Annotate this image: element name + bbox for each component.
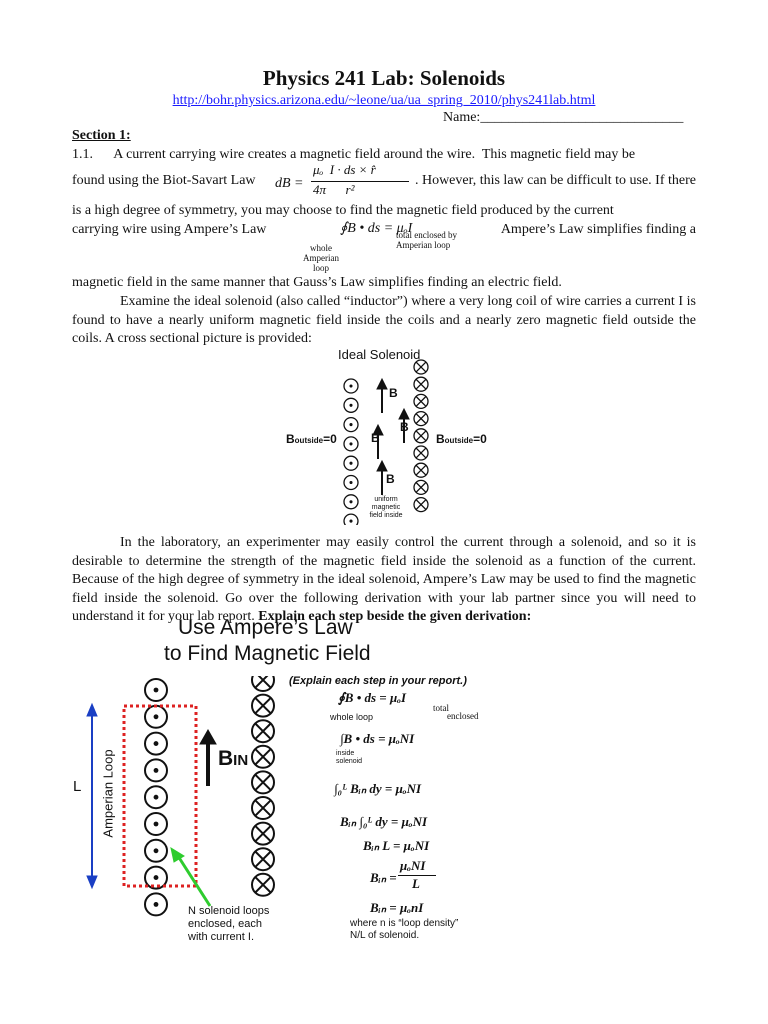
step-4: Bᵢₙ ∫₀ᴸ dy = μₒNI [340, 814, 428, 829]
para3 [72, 534, 696, 627]
where-line2: N/L of solenoid. [350, 930, 420, 941]
b-outside-left-val: =0 [323, 432, 337, 446]
b-outside-left [286, 432, 337, 446]
step-1-sub-whole: whole loop [330, 712, 374, 722]
uniform-field-label [364, 496, 408, 520]
current-out-dot-center [349, 423, 352, 426]
current-out-dot-center [349, 481, 352, 484]
amperian-word: Amperian [303, 253, 339, 263]
whole-word: whole [310, 243, 332, 253]
source-url-link[interactable]: http://bohr.physics.arizona.edu/~leone/ua/ua_spring_2010/phys241lab.html [172, 93, 596, 108]
loop-out-dot-center [154, 688, 159, 693]
para1-line5: magnetic field in the same manner that Gauss’s Law simplifies finding an electric field. [72, 275, 562, 290]
para1-line4a: carrying wire using Ampere’s Law [72, 222, 267, 237]
section-heading: Section 1: [72, 128, 131, 143]
name-field-label: Name:_____________________________ [443, 110, 684, 125]
current-out-dot [344, 514, 358, 525]
ampere-subscript-2: Amperian loop [396, 240, 451, 250]
b-in-b: B [218, 747, 234, 770]
step-7: Bᵢₙ = μₒnI [370, 900, 424, 915]
step-3: ∫₀ᴸ Bᵢₙ dy = μₒNI [334, 781, 422, 796]
ampere-law-equation [340, 220, 468, 270]
loop-out-dot-center [154, 741, 159, 746]
loop-out-dot-center [154, 822, 159, 827]
field-inside-word: field inside [369, 512, 403, 519]
b-outside-right-val: =0 [473, 432, 487, 446]
current-out-dot-center [349, 384, 352, 387]
loop-out-dot-center [154, 902, 159, 907]
length-label: L [73, 778, 82, 795]
loop-out-dot-center [154, 875, 159, 880]
solenoid-word: solenoid [336, 758, 363, 765]
loop-in-cross [252, 676, 274, 691]
amperian-loop-label: Amperian Loop [100, 749, 116, 838]
loop-out-dot-center [154, 768, 159, 773]
step-6 [370, 858, 450, 898]
where-line1: where n is “loop density” [350, 918, 459, 929]
n-loops-line3: with current I. [188, 931, 255, 943]
inside-word: inside [336, 750, 355, 757]
fig2-title-1: Use Ampere’s Law [178, 616, 353, 639]
fig2-note: (Explain each step in your report.) [289, 675, 467, 687]
step-1-sub-enclosed: enclosed [447, 711, 479, 721]
uniform-word: uniform [374, 496, 398, 503]
n-loops-line2: enclosed, each [188, 918, 262, 930]
ampere-subscript: total enclosed by [396, 230, 457, 240]
para1-line2b: . However, this law can be difficult to use. If there [414, 173, 696, 188]
biot-numerator: μₒ I · ds × r̂ [313, 162, 376, 177]
magnetic-word: magnetic [371, 504, 401, 511]
para1-line3: is a high degree of symmetry, you may choose to find the magnetic field produced by the current [72, 203, 614, 218]
b-label-4: B [386, 472, 395, 486]
loop-word: loop [312, 263, 329, 273]
biot-denominator: 4π r² [313, 182, 355, 197]
current-out-dot-center [349, 520, 352, 523]
loop-out-dot-center [154, 795, 159, 800]
step-5: Bᵢₙ L = μₒNI [363, 838, 430, 853]
ampere-whole-label [298, 243, 344, 273]
b-in-arrow [200, 730, 216, 786]
para1-line1: 1.1. A current carrying wire creates a magnetic field around the wire. This magnetic field may be [72, 147, 636, 162]
b-label-3: B [400, 420, 409, 434]
step-2-sub [336, 750, 362, 766]
b-in-sub: IN [233, 752, 249, 769]
b-outside-right [436, 432, 487, 446]
step-1: ∮B • ds = μₒI [338, 690, 407, 705]
current-out-dot-center [349, 500, 352, 503]
para3-emphasis: Explain each step beside the given derivation: [258, 609, 532, 625]
green-pointer-arrow [171, 848, 210, 906]
step-6-num: μₒNI [400, 858, 426, 873]
step-2: ∫B • ds = μₒNI [340, 731, 415, 746]
step-6-lhs: Bᵢₙ = [370, 870, 397, 885]
step-1-sub-total: total [433, 703, 449, 713]
current-out-dot-center [349, 442, 352, 445]
para3-body: In the laboratory, an experimenter may easily control the current through a solenoid, and so it is desirable to determine the strength of the magnetic field inside the solenoid as a function of the current. Because of the high degree of symmetry in the ideal solenoid, Ampere’s Law may be used to find the magnetic field inside the solenoid. Go over the following derivation with your lab partner since you will need to understand it for your lab report. [72, 535, 696, 625]
fig2-title-2: to Find Magnetic Field [164, 642, 371, 665]
b-label-1: B [389, 386, 398, 400]
current-out-dot-center [349, 404, 352, 407]
step-6-den: L [412, 876, 420, 891]
para1-line4b: Ampere’s Law simplifies finding a [500, 222, 696, 237]
where-caption [350, 918, 458, 942]
ideal-solenoid-title: Ideal Solenoid [338, 347, 421, 362]
b-outside-left-b: B [286, 432, 295, 446]
biot-savart-equation [275, 164, 415, 200]
ampere-expression: ∮B • ds = μₒI [340, 221, 413, 236]
n-loops-line1: N solenoid loops [188, 905, 270, 917]
page-title: Physics 241 Lab: Solenoids [262, 66, 506, 90]
para1-line2a: found using the Biot-Savart Law [72, 173, 256, 188]
n-loops-caption [188, 905, 269, 944]
biot-lhs: dB = [275, 176, 304, 191]
b-label-2: B [371, 431, 380, 445]
loop-out-dot-center [154, 848, 159, 853]
loop-out-dot-center [154, 714, 159, 719]
para2: Examine the ideal solenoid (also called “inductor”) where a very long coil of wire carries a current I is found to have a nearly uniform magnetic field inside the coils and a nearly zero magnetic field outside the coils. A cross sectional picture is provided: [72, 294, 696, 347]
b-outside-right-b: B [436, 432, 445, 446]
b-in-label [218, 747, 248, 771]
b-outside-left-sub: outside [294, 436, 324, 445]
length-arrow [87, 704, 97, 888]
current-out-dot-center [349, 462, 352, 465]
b-outside-right-sub: outside [444, 436, 474, 445]
